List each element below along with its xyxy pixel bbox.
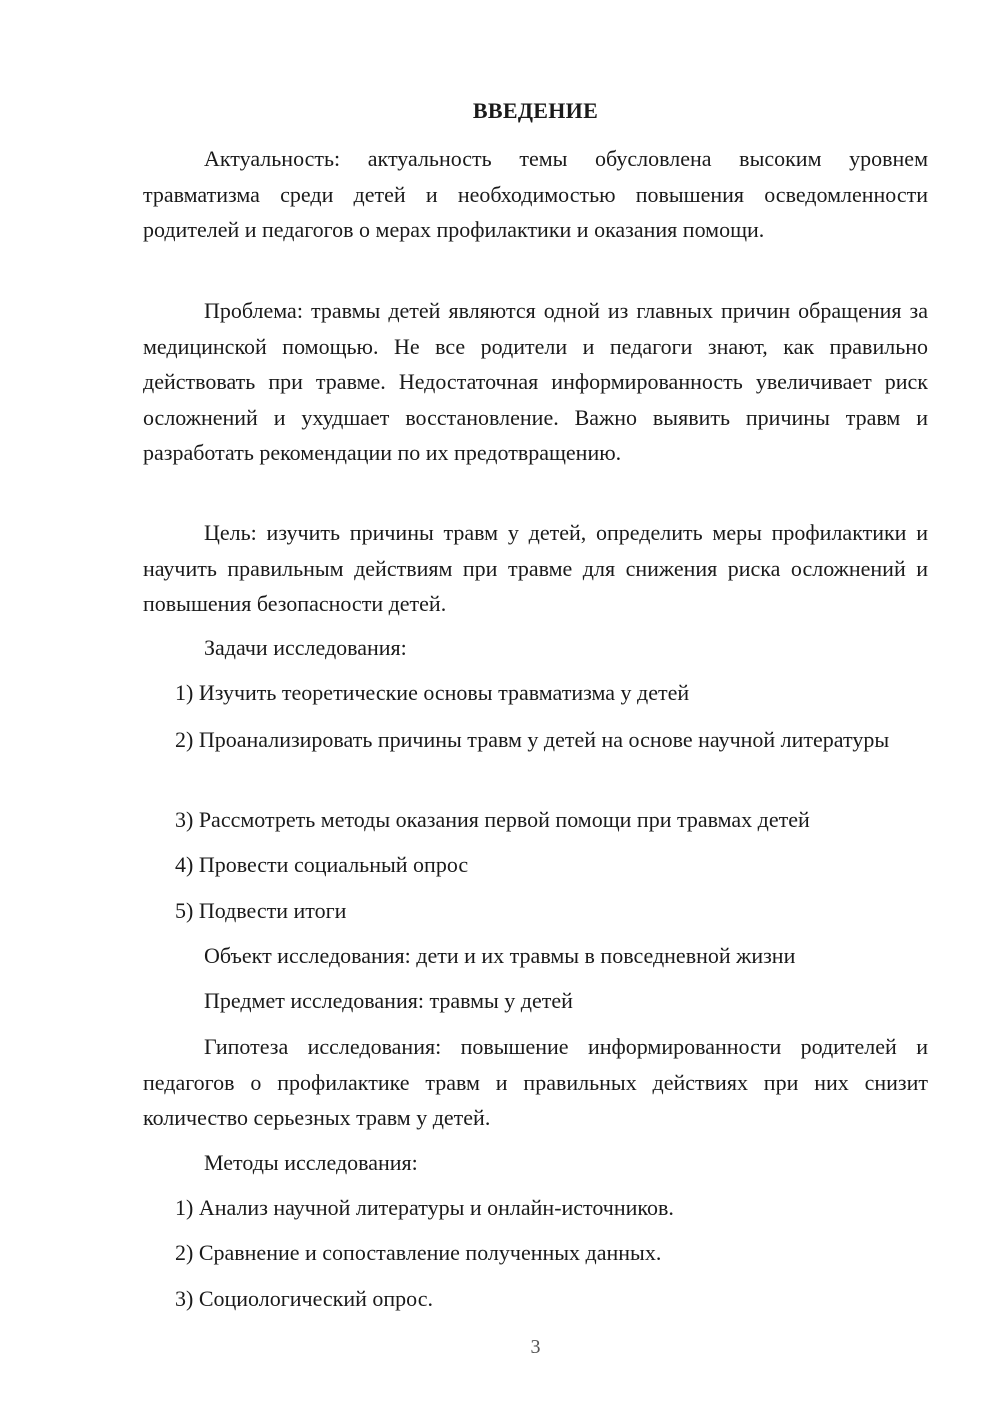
task-item-2: 2) Проанализировать причины травм у детей на основе научной литературы (175, 727, 890, 752)
relevance-paragraph: Актуальность: актуальность темы обусловлена высоким уровнем травматизма среди детей и необходимостью повышения осведомленности родителей и педагогов о мерах профилактики и оказания помощи. (143, 146, 928, 242)
document-page (143, 0, 928, 1414)
problem-paragraph: Проблема: травмы детей являются одной из главных причин обращения за медицинской помощью. Не все родители и педагоги знают, как правильно действовать при травме. Недостаточная информированность увеличивает риск осложнений и ухудшает восстановление. Важно выявить причины травм и разработать рекомендации по их предотвращению. (143, 298, 928, 465)
object-paragraph: Объект исследования: дети и их травмы в повседневной жизни (204, 943, 796, 968)
task-item-5: 5) Подвести итоги (175, 898, 347, 923)
page-title: ВВЕДЕНИЕ (472, 98, 599, 123)
method-item-3: 3) Социологический опрос. (175, 1286, 433, 1311)
task-item-4: 4) Провести социальный опрос (175, 852, 469, 877)
hypothesis-paragraph: Гипотеза исследования: повышение информированности родителей и педагогов о профилактике травм и правильных действиях при них снизит количество серьезных травм у детей. (143, 1034, 928, 1130)
methods-title: Методы исследования: (204, 1150, 418, 1175)
task-item-3: 3) Рассмотреть методы оказания первой помощи при травмах детей (175, 807, 810, 832)
method-item-1: 1) Анализ научной литературы и онлайн-источников. (175, 1195, 674, 1220)
page-number: 3 (530, 1336, 541, 1358)
goal-paragraph: Цель: изучить причины травм у детей, определить меры профилактики и научить правильным действиям при травме для снижения риска осложнений и повышения безопасности детей. (143, 520, 928, 616)
method-item-2: 2) Сравнение и сопоставление полученных данных. (175, 1240, 662, 1265)
subject-paragraph: Предмет исследования: травмы у детей (204, 988, 573, 1013)
task-item-1: 1) Изучить теоретические основы травматизма у детей (175, 680, 690, 705)
tasks-title: Задачи исследования: (204, 635, 407, 660)
